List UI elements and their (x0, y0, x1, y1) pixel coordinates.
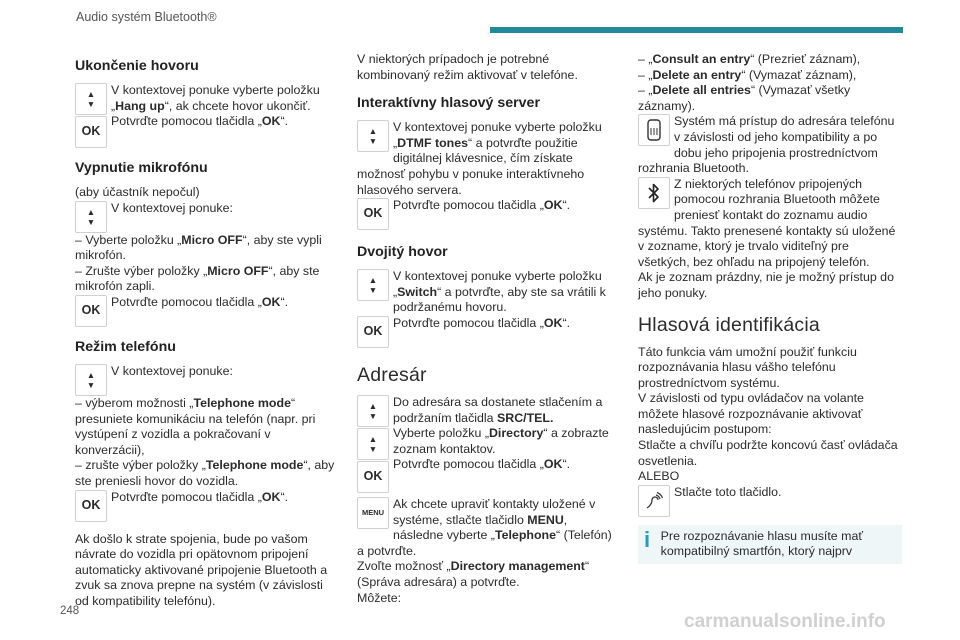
mute-dash-2: – Zrušte výber položky „Micro OFF“, aby ste mikrofón zapli. (75, 263, 320, 294)
phone-directory-note (638, 114, 902, 176)
directory-management-text: Zvoľte možnosť „Directory management“ (Správa adresára) a potvrďte. (357, 559, 590, 589)
column-3 (638, 52, 902, 564)
info-icon: i (644, 526, 651, 552)
voice-server-text: V kontextovej ponuke vyberte položku „DTMF tones“ a potvrďte použitie digitálnej klávesnice, čím získate možnosť pohybu v ponuke interaktívneho hlasového servera. (357, 120, 602, 197)
phone-mode-confirm: Potvrďte pomocou tlačidla „OK“. (111, 489, 289, 504)
combined-mode-intro: V niektorých prípadoch je potrebné kombinovaný režim aktivovať v telefóne. (357, 52, 578, 82)
up-down-arrows-icon: ▲ ▼ (75, 201, 107, 233)
directory-text-2: Vyberte položku „Directory“ a zobrazte zoznam kontaktov. (393, 426, 609, 456)
column-1 (75, 52, 337, 610)
up-down-arrows-icon: ▲ ▼ (357, 395, 389, 427)
heading-voice-server: Interaktívny hlasový server (357, 95, 540, 112)
voice-button-step (638, 485, 902, 517)
ok-button-icon: OK (75, 295, 107, 327)
page-number: 248 (60, 605, 80, 617)
mute-dash-1: – Vyberte položku „Micro OFF“, aby ste vypli mikrofón. (75, 232, 322, 263)
double-call-confirm: Potvrďte pomocou tlačidla „OK“. (393, 315, 571, 330)
watermark: carmanualsonline.info (684, 611, 886, 632)
mute-text: V kontextovej ponuke: (111, 200, 233, 215)
voice-control-icon (638, 485, 670, 517)
phone-mode-text: V kontextovej ponuke: (111, 363, 233, 378)
ok-button-icon: OK (357, 461, 389, 493)
ok-button-icon: OK (75, 490, 107, 522)
end-call-step (75, 83, 337, 148)
phone-mode-dash-1: – výberom možnosti „Telephone mode“ presuniete komunikáciu na telefón (napr. pri vystúpení z vozidla a pokračovaní v konverzácii), (75, 395, 316, 457)
heading-voice-identification: Hlasová identifikácia (638, 313, 820, 336)
info-box (638, 525, 902, 564)
empty-list-text: Ak je zoznam prázdny, nie je možný prístup do jeho ponuky. (638, 270, 894, 300)
directory-text-1: Do adresára sa dostanete stlačením a podržaním tlačidla SRC/TEL. (393, 394, 603, 425)
voice-button-text: Stlačte toto tlačidlo. (674, 484, 782, 499)
up-down-arrows-icon: ▲ ▼ (357, 120, 389, 152)
phone-icon (638, 114, 670, 146)
heading-end-call: Ukončenie hovoru (75, 58, 199, 74)
phone-directory-text: Systém má prístup do adresára telefónu v závislosti od jeho kompatibility a po dobu jeho pripojenia prostredníctvom rozhrania Bluetooth. (638, 114, 895, 176)
up-down-arrows-icon: ▲ ▼ (357, 269, 389, 301)
connection-lost-paragraph: Ak došlo k strate spojenia, bude po vašom návrate do vozidla pri opätovnom pripojení automaticky aktivované pripojenie Bluetooth a zvuk sa znova prepne na systém (v závislosti od kompatibility telefónu). (75, 531, 328, 608)
header-bar (490, 27, 903, 33)
voice-or: ALEBO (638, 469, 680, 484)
running-header: Audio systém Bluetooth® (76, 10, 217, 24)
option-consult: – „Consult an entry“ (Prezrieť záznam), (638, 52, 861, 66)
up-down-arrows-icon: ▲ ▼ (357, 428, 389, 460)
double-call-text: V kontextovej ponuke vyberte položku „Switch“ a potvrďte, aby ste sa vrátili k podržanému hovoru. (393, 269, 606, 315)
ok-button-icon: OK (357, 316, 389, 348)
voice-p1: Táto funkcia vám umožní použiť funkciu rozpoznávania hlasu vášho telefónu prostredníctvom systému. (638, 344, 857, 390)
heading-mute: Vypnutie mikrofónu (75, 160, 208, 176)
voice-p2: V závislosti od typu ovládačov na volante môžete hlasové rozpoznávanie aktivovať nasledujúcim postupom: (638, 391, 864, 437)
option-delete: – „Delete an entry“ (Vymazať záznam), (638, 67, 857, 82)
directory-you-can: Môžete: (357, 590, 402, 605)
info-text: Pre rozpoznávanie hlasu musíte mať kompatibilný smartfón, ktorý najprv (660, 528, 863, 559)
double-call-confirm-step (357, 316, 619, 348)
mute-step (75, 201, 337, 233)
bluetooth-text: Z niektorých telefónov pripojených pomocou rozhrania Bluetooth môžete preniesť kontakt do zoznamu audio systému. Takto prenesené kontakty sú uložené v zozname, ktorý je trvalo viditeľný pre všetkých, bez ohľadu na pripojený telefón. (638, 176, 896, 269)
ok-button-icon: OK (75, 116, 107, 148)
double-call-step (357, 269, 619, 316)
directory-steps (357, 395, 619, 493)
phone-mode-step (75, 364, 337, 396)
mute-confirm-step (75, 295, 337, 327)
column-2 (357, 52, 619, 606)
bluetooth-icon (638, 177, 670, 209)
bluetooth-note (638, 177, 902, 271)
voice-server-confirm-step (357, 198, 619, 230)
voice-server-confirm: Potvrďte pomocou tlačidla „OK“. (393, 198, 571, 213)
voice-server-step (357, 120, 619, 198)
directory-menu-text: Ak chcete upraviť kontakty uložené v systéme, stlačte tlačidlo MENU, následne vyberte „Telephone“ (Telefón) a potvrďte. (357, 496, 612, 558)
option-delete-all: – „Delete all entries“ (Vymazať všetky záznamy). (638, 83, 851, 113)
mute-subtitle: (aby účastník nepočul) (75, 185, 200, 199)
mute-confirm: Potvrďte pomocou tlačidla „OK“. (111, 294, 289, 309)
up-down-arrows-icon: ▲ ▼ (75, 83, 107, 115)
heading-directory: Adresár (357, 363, 427, 386)
end-call-text: V kontextovej ponuke vyberte položku „Hang up“, ak chcete hovor ukončiť. (111, 83, 320, 113)
voice-p3: Stlačte a chvíľu podržte koncovú časť ovládača osvetlenia. (638, 438, 898, 468)
phone-mode-dash-2: – zrušte výber položky „Telephone mode“, aby ste preniesli hovor do vozidla. (75, 458, 335, 488)
directory-menu-step (357, 497, 619, 559)
menu-button-icon: MENU (357, 497, 389, 529)
end-call-confirm: Potvrďte pomocou tlačidla „OK“. (111, 114, 289, 129)
ok-button-icon: OK (357, 198, 389, 230)
phone-mode-confirm-step (75, 490, 337, 522)
up-down-arrows-icon: ▲ ▼ (75, 364, 107, 396)
heading-phone-mode: Režim telefónu (75, 338, 176, 355)
heading-double-call: Dvojitý hovor (357, 244, 448, 261)
directory-confirm: Potvrďte pomocou tlačidla „OK“. (393, 457, 571, 472)
